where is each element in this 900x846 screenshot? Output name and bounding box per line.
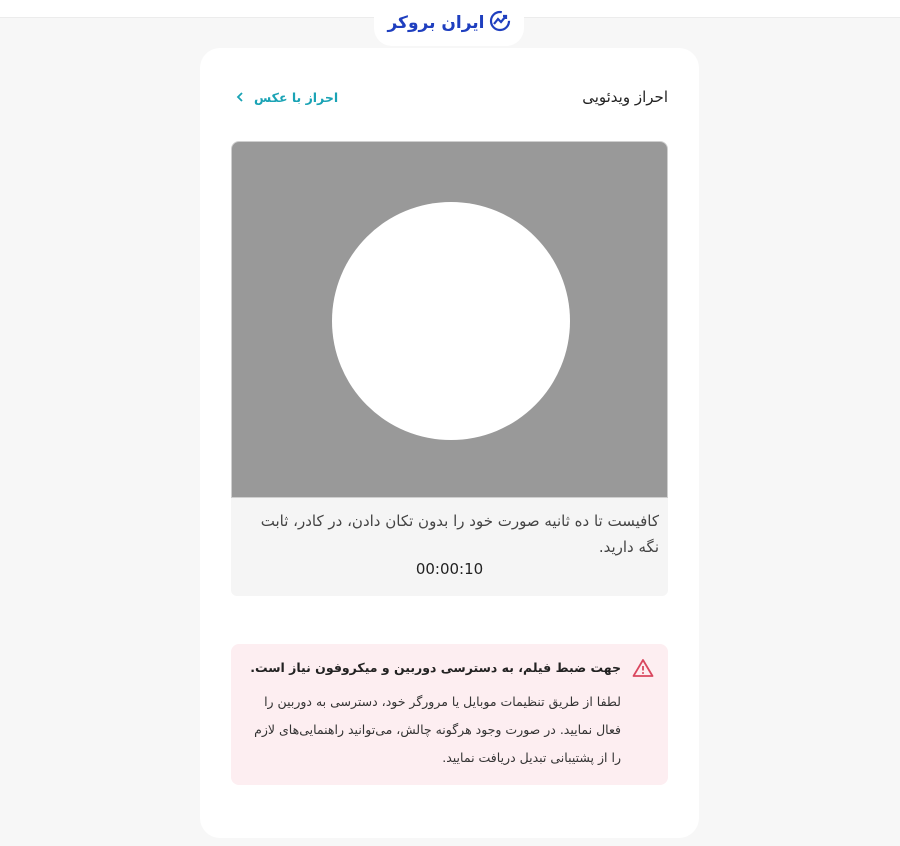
photo-link-label: احراز با عکس [254,90,339,105]
instruction-text: کافیست تا ده ثانیه صورت خود را بدون تکان دادن، در کادر، ثابت نگه دارید. [260,512,659,556]
photo-verification-link[interactable] [236,90,338,105]
face-frame [332,202,570,440]
logo-text: ایران بروکر [387,13,485,33]
warning-icon [632,658,654,682]
alert-title: جهت ضبط فیلم، به دسترسی دوربین و میکروفون نیاز است. [250,660,621,675]
video-caption [231,498,668,596]
alert-body: لطفا از طریق تنظیمات موبایل یا مرورگر خود، دسترسی به دوربین را فعال نمایید. در صورت وجود هرگونه چالش، می‌توانید راهنمایی‌های لازم را از پشتیبانی تبدیل دریافت نمایید. [254,694,621,765]
verification-card [200,48,699,838]
page-title: احراز ویدئویی [582,88,668,106]
permission-alert [231,644,668,785]
recording-timer: 00:00:10 [415,560,484,578]
brand-logo[interactable] [374,0,524,46]
logo-chart-icon [489,10,511,36]
chevron-left-icon [236,90,244,105]
camera-preview [231,141,668,498]
